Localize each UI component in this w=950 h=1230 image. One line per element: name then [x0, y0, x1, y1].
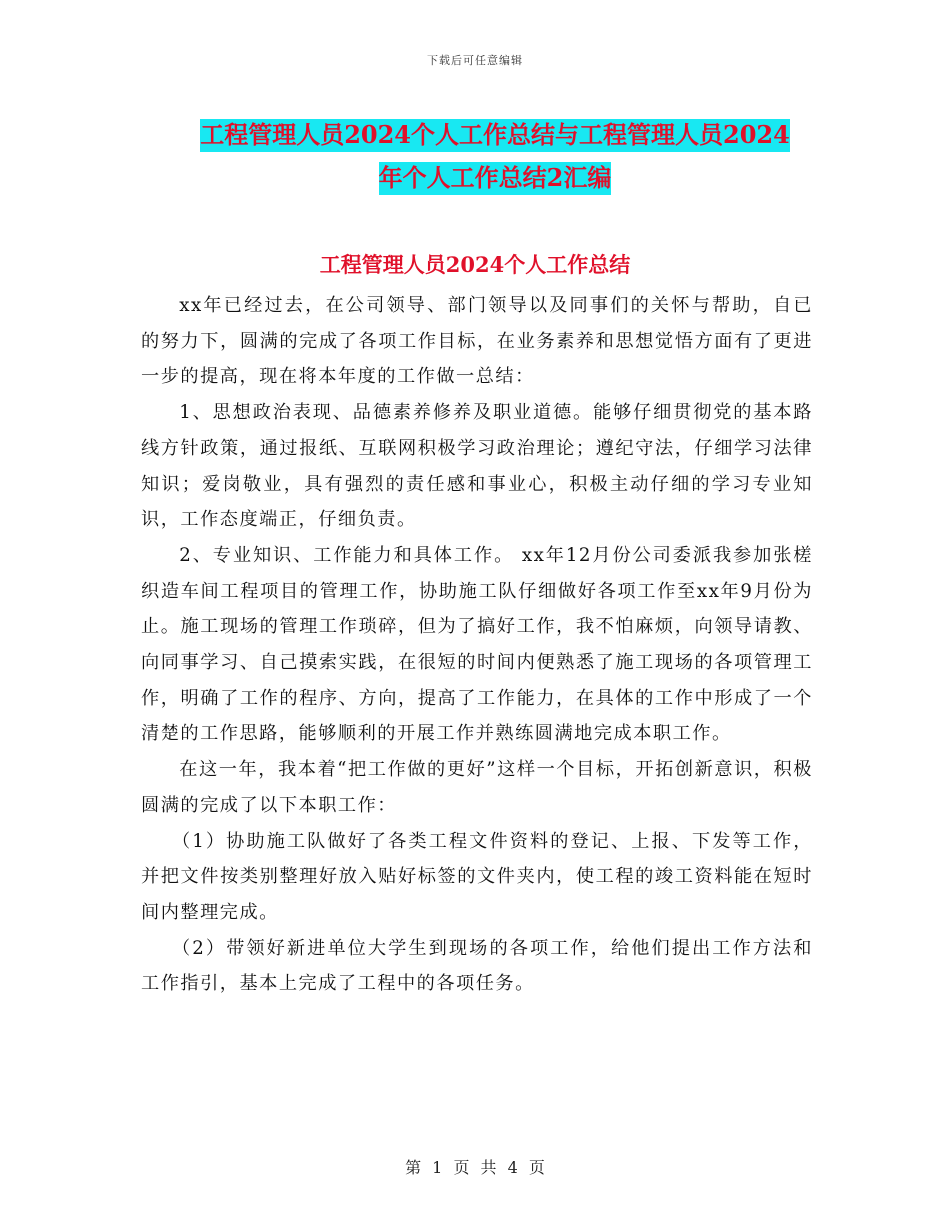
paragraph-intro: xx年已经过去，在公司领导、部门领导以及同事们的关怀与帮助，自已的努力下，圆满的完成了各项工作目标，在业务素养和思想觉悟方面有了更进一步的提高，现在将本年度的工作做一总结： [141, 295, 813, 388]
section-title: 工程管理人员2024个人工作总结 [319, 252, 631, 277]
document-title-line-2: 年个人工作总结2汇编 [379, 162, 612, 195]
paragraph-year-goal: 在这一年，我本着“把工作做的更好”这样一个目标，开拓创新意识，积极圆满的完成了以下本职工作： [141, 759, 813, 816]
paragraph-subitem-1: （1）协助施工队做好了各类工程文件资料的登记、上报、下发等工作，并把文件按类别整理好放入贴好标签的文件夹内，使工程的竣工资料能在短时间内整理完成。 [141, 830, 813, 923]
paragraph-item-1: 1、思想政治表现、品德素养修养及职业道德。能够仔细贯彻党的基本路线方针政策，通过报纸、互联网积极学习政治理论；遵纪守法，仔细学习法律知识；爱岗敬业，具有强烈的责任感和事业心，积极主动仔细的学习专业知识，工作态度端正，仔细负责。 [141, 402, 813, 531]
document-title-line-1: 工程管理人员2024个人工作总结与工程管理人员2024 [200, 119, 790, 152]
paragraph-subitem-2: （2）带领好新进单位大学生到现场的各项工作，给他们提出工作方法和工作指引，基本上完成了工程中的各项任务。 [141, 937, 813, 995]
header-note: 下载后可任意编辑 [427, 54, 523, 67]
document-title [140, 113, 850, 199]
body-text [141, 288, 813, 1002]
paragraph-item-2: 2、专业知识、工作能力和具体工作。 xx年12月份公司委派我参加张槎织造车间工程项目的管理工作，协助施工队仔细做好各项工作至xx年9月份为止。施工现场的管理工作琐碎，但为了搞好工作，我不怕麻烦，向领导请教、向同事学习、自己摸索实践，在很短的时间内便熟悉了施工现场的各项管理工作，明确了工作的程序、方向，提高了工作能力，在具体的工作中形成了一个清楚的工作思路，能够顺利的开展工作并熟练圆满地完成本职工作。 [141, 544, 813, 745]
page-number-footer: 第 1 页 共 4 页 [405, 1158, 545, 1177]
